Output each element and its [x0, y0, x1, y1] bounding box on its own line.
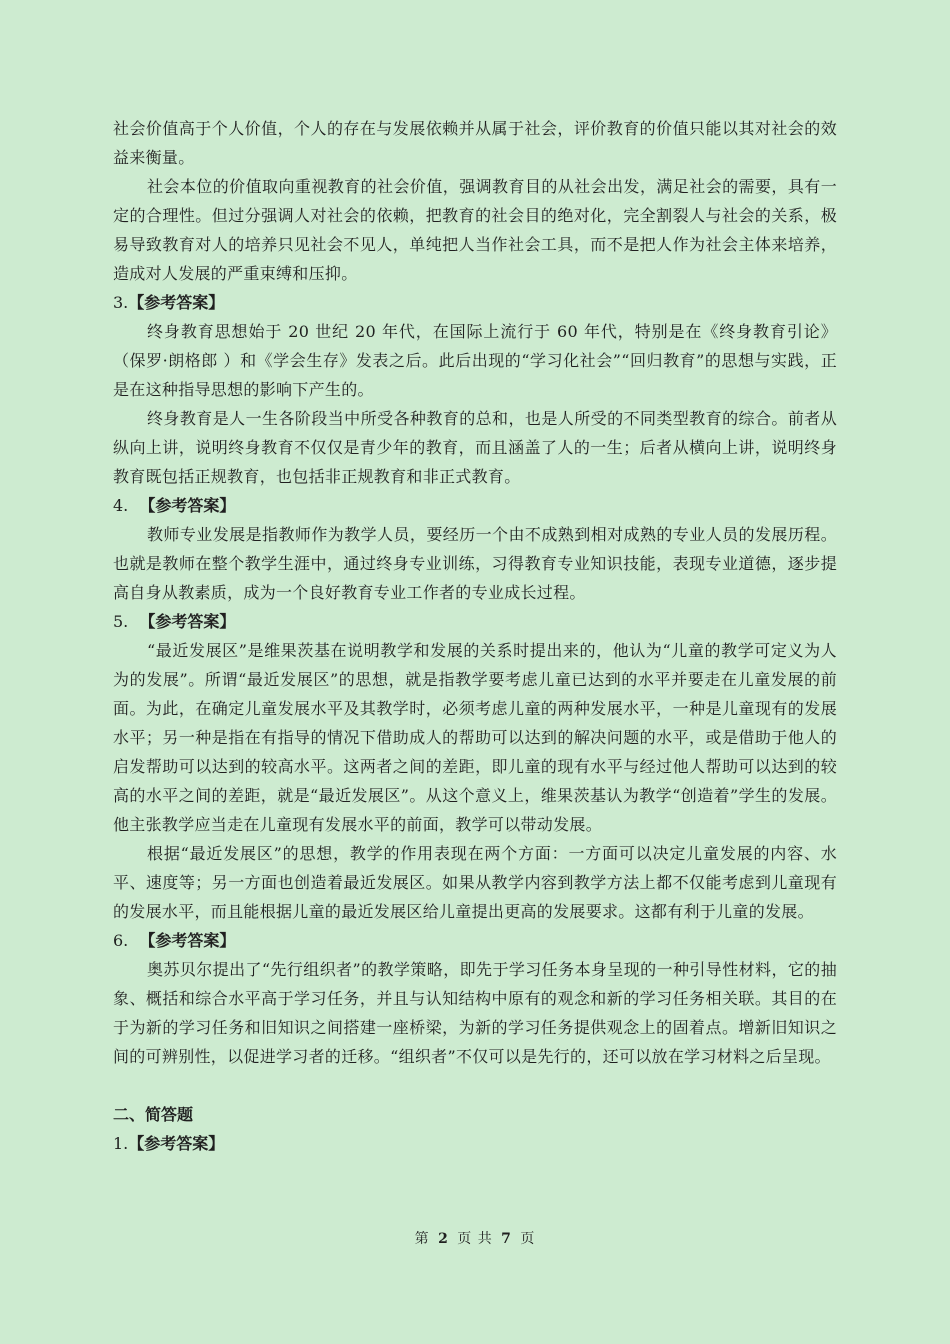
paragraph-zpd-definition: “最近发展区”是维果茨基在说明教学和发展的关系时提出来的，他认为“儿童的教学可定义为人为的发展”。所谓“最近发展区”的思想，就是指教学要考虑儿童已达到的水平并要走在儿童发展的前面。为此，在确定儿童发展水平及其教学时，必须考虑儿童的两种发展水平，一种是儿童现有的发展水平；另一种是指在有指导的情况下借助成人的帮助可以达到的解决问题的水平，或是借助于他人的启发帮助可以达到的较高水平。这两者之间的差距，即儿童的现有水平与经过他人帮助可以达到的较高的水平之间的差距，就是“最近发展区”。从这个意义上，维果茨基认为教学“创造着”学生的发展。他主张教学应当走在儿童现有发展水平的前面，教学可以带动发展。 [113, 641, 837, 834]
total-page-number: 7 [501, 1231, 512, 1247]
paragraph-teacher-development: 教师专业发展是指教师作为教学人员，要经历一个由不成熟到相对成熟的专业人员的发展历程。也就是教师在整个教学生涯中，通过终身专业训练，习得教育专业知识技能，表现专业道德，逐步提高自身从教素质，成为一个良好教育专业工作者的专业成长过程。 [113, 525, 837, 602]
paragraph-social-value: 社会价值高于个人价值，个人的存在与发展依赖并从属于社会，评价教育的价值只能以其对社会的效益来衡量。 [113, 119, 837, 167]
page-footer [0, 1228, 950, 1248]
paragraph-advance-organizer: 奥苏贝尔提出了“先行组织者”的教学策略，即先于学习任务本身呈现的一种引导性材料，它的抽象、概括和综合水平高于学习任务，并且与认知结构中原有的观念和新的学习任务相关联。其目的在于为新的学习任务和旧知识之间搭建一座桥梁，为新的学习任务提供观念上的固着点。增新旧知识之间的可辨别性，以促进学习者的迁移。“组织者”不仅可以是先行的，还可以放在学习材料之后呈现。 [113, 960, 837, 1066]
answer-heading-4 [113, 491, 837, 520]
answer-label: 【参考答案】 [128, 293, 225, 312]
section-title-short-answer: 二、简答题 [113, 1105, 194, 1124]
answer-heading-3 [113, 288, 837, 317]
current-page-number: 2 [438, 1231, 449, 1247]
answer-label: 【参考答案】 [139, 496, 236, 515]
answer-label: 【参考答案】 [139, 612, 236, 631]
footer-suffix: 页 [520, 1231, 536, 1247]
paragraph-lifelong-origin: 终身教育思想始于 20 世纪 20 年代，在国际上流行于 60 年代，特别是在《终身教育引论》（保罗·朗格郎 ）和《学会生存》发表之后。此后出现的“学习化社会”“回归教育”的思想与实践，正是在这种指导思想的影响下产生的。 [113, 322, 837, 399]
answer-number: 1. [113, 1134, 129, 1153]
answer-number: 3. [113, 293, 129, 312]
answer-label: 【参考答案】 [128, 1134, 225, 1153]
answer-number: 6. [113, 931, 129, 950]
footer-middle: 页 共 [457, 1231, 493, 1247]
paragraph-lifelong-definition: 终身教育是人一生各阶段当中所受各种教育的总和，也是人所受的不同类型教育的综合。前者从纵向上讲，说明终身教育不仅仅是青少年的教育，而且涵盖了人的一生；后者从横向上讲，说明终身教育既包括正规教育，也包括非正规教育和非正式教育。 [113, 409, 837, 486]
footer-prefix: 第 [414, 1231, 430, 1247]
answer-number: 4. [113, 496, 129, 515]
answer-label: 【参考答案】 [139, 931, 236, 950]
answer-heading-1 [113, 1129, 837, 1158]
answer-number: 5. [113, 612, 129, 631]
paragraph-zpd-role: 根据“最近发展区”的思想，教学的作用表现在两个方面：一方面可以决定儿童发展的内容、水平、速度等；另一方面也创造着最近发展区。如果从教学内容到教学方法上都不仅能考虑到儿童现有的发展水平，而且能根据儿童的最近发展区给儿童提出更高的发展要求。这都有利于儿童的发展。 [113, 844, 837, 921]
document-body [113, 114, 837, 1158]
answer-heading-5 [113, 607, 837, 636]
paragraph-social-orientation: 社会本位的价值取向重视教育的社会价值，强调教育目的从社会出发，满足社会的需要，具有一定的合理性。但过分强调人对社会的依赖，把教育的社会目的绝对化，完全割裂人与社会的关系，极易导致教育对人的培养只见社会不见人，单纯把人当作社会工具，而不是把人作为社会主体来培养，造成对人发展的严重束缚和压抑。 [113, 177, 837, 283]
answer-heading-6 [113, 926, 837, 955]
